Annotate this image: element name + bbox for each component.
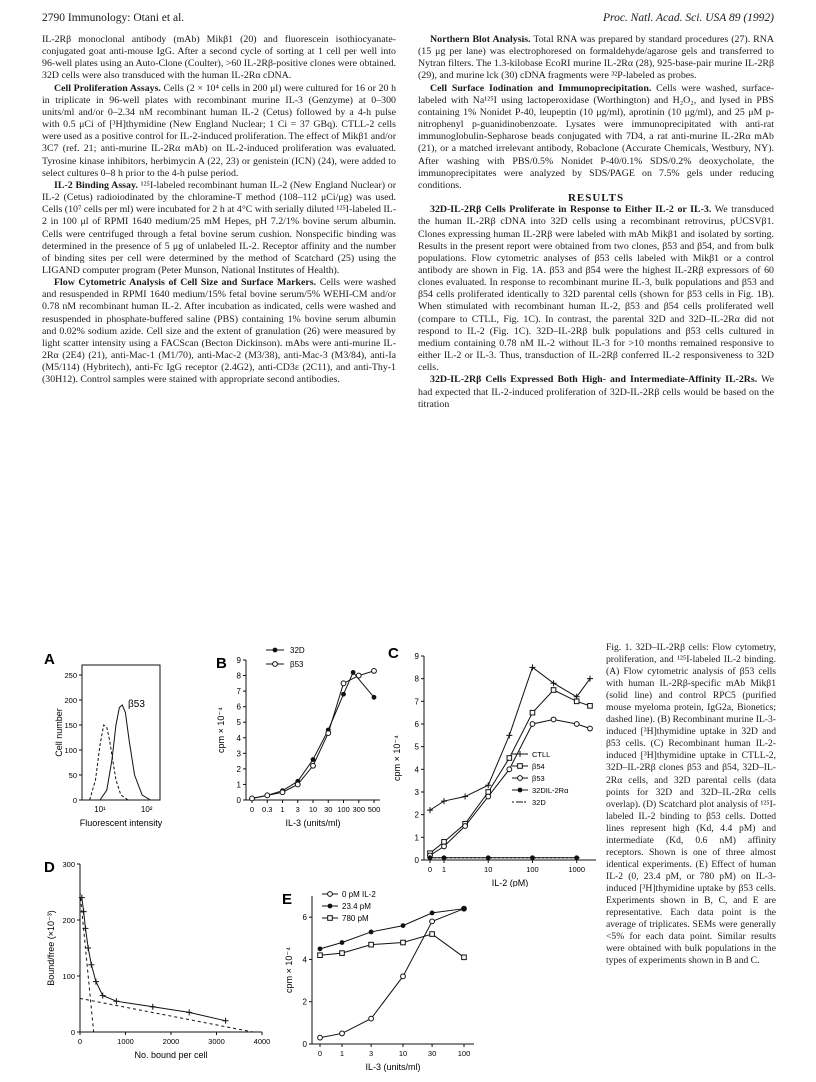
data-point [273, 662, 278, 667]
data-point [588, 726, 593, 731]
panel-label: B [216, 655, 227, 672]
y-tick-label: 250 [64, 671, 77, 680]
y-tick-label: 1 [236, 780, 241, 790]
paragraph [42, 83, 396, 180]
paragraph [42, 277, 396, 386]
data-point [328, 916, 333, 921]
data-point [340, 940, 345, 945]
x-tick-label: 10 [484, 865, 493, 874]
y-tick-label: 6 [302, 913, 307, 923]
data-point [341, 692, 346, 697]
data-point [551, 717, 556, 722]
y-tick-label: 3 [236, 749, 241, 759]
data-point [401, 940, 406, 945]
figure-caption: Fig. 1. 32D–IL-2Rβ cells: Flow cytometry, proliferation, and ¹²⁵I-labeled IL-2 binding. (A) Flow cytometric analysis of β53 cells with human IL-2Rβ-specific mAb Mikβ1 (solid line) and control RPC5 (purified mouse myeloma protein, IgG2a, Bionetics; dashed line). (B) Recombinant murine IL-3-induced [³H]thymidine uptake in 32D and β53 cells. (C) Recombinant human IL-2-induced [³H]thymidine uptake in CTLL-2, 32D–IL-2Rβ clones β53 and β54, 32D–IL-2Rα cells, and 32D parental cells (data points for 32D and 32D–IL-2Rα cells overlap). (D) Scatchard plot analysis of ¹²⁵I-labeled IL-2 binding to β53 cells. Dotted lines represent high (Kd, 4.4 pM) and intermediate (Kd, 0.6 nM) affinity receptors. Shown is one of three almost identical experiments. (E) Effect of human IL-2 (0, 23.4 pM, or 780 pM) on IL-3-induced [³H]thymidine uptake by β53 cells. Experiments shown in B, C, and E are representative. Each data point is the average of triplicates. SEMs were generally <5% for each data point. Similar results were obtained with bulk populations in the types of experiments shown in B and C. [606, 642, 776, 967]
x-tick-label: 3000 [208, 1037, 225, 1046]
data-point [530, 722, 535, 727]
legend-label: 32D [290, 646, 305, 655]
data-point [486, 790, 491, 795]
data-point [328, 892, 333, 897]
x-tick-label: 10 [308, 805, 318, 814]
data-point [574, 699, 579, 704]
paragraph-text: We transduced the human IL-2Rβ cDNA into 32D cells using a recombinant retrovirus, pUCSVβ1. Clones expressing human IL-2Rβ were labeled with mAb Mikβ1 and isolated by sorting. Results in the present report were obtained from two clones, β53 and β54, and from bulk populations. Flow cytometric analyses of β53 cells labeled with Mikβ1 or a control antibody are shown in Fig. 1A. β53 and β54 were the highest IL-2Rβ expressors of 60 clones evaluated. In response to recombinant murine IL-3, bulk populations and β53 and β54 cells proliferated identically to 32D parental cells (shown for β53 cells in Fig. 1B). When stimulated with recombinant human IL-2, β53 and β54 cells proliferated well (compare to CTLL, Fig. 1C). In contrast, the parental 32D and 32D–IL-2Rα did not respond to IL-2 (Fig. 1C). 32D–IL-2Rβ bulk populations and β53 cells cultured in medium containing 0.78 nM IL-2 without IL-3 for >10 months remained responsive to either IL-2 or IL-3. Thus, transduction of IL-2Rβ conferred IL-2 responsiveness to 32D cells. [418, 204, 774, 374]
y-tick-label: 5 [236, 718, 241, 728]
y-tick-label: 0 [72, 796, 77, 805]
plot-frame [82, 665, 160, 800]
data-point [265, 793, 270, 798]
x-tick-label: 4000 [253, 1037, 271, 1046]
data-point [441, 798, 447, 804]
data-point [93, 979, 99, 985]
paragraph [418, 204, 774, 374]
y-tick-label: 5 [414, 742, 419, 752]
panel-label: C [388, 645, 399, 662]
y-tick-label: 100 [62, 972, 75, 981]
data-point [442, 844, 447, 849]
legend-label: 780 pM [342, 914, 369, 923]
legend-label: 32D [532, 798, 546, 807]
text-column-right [418, 34, 774, 411]
annotation: β53 [128, 699, 145, 710]
data-point [351, 670, 356, 675]
panel-label: A [44, 651, 55, 668]
data-point [311, 763, 316, 768]
paragraph [418, 374, 774, 410]
y-tick-label: 200 [64, 696, 77, 705]
x-axis-label: IL-2 (pM) [491, 878, 529, 887]
y-tick-label: 300 [62, 860, 75, 869]
y-tick-label: 0 [236, 796, 241, 805]
section-heading: RESULTS [567, 192, 625, 205]
x-tick-label: 30 [324, 805, 333, 814]
figure-panel-c [388, 642, 603, 887]
paragraph [418, 83, 774, 192]
paragraph-text: We had expected that IL-2-induced proliferation of 32D-IL-2Rβ cells would be based on the titration [418, 374, 774, 410]
series-line [252, 671, 374, 799]
header-right: Proc. Natl. Acad. Sci. USA 89 (1992) [603, 12, 774, 24]
y-tick-label: 1 [414, 833, 419, 843]
x-tick-label: 3 [295, 805, 300, 814]
y-tick-label: 4 [414, 765, 419, 775]
x-axis-label: IL-3 (units/ml) [365, 1062, 421, 1072]
y-tick-label: 9 [236, 656, 241, 665]
run-in-heading: Cell Proliferation Assays. [54, 82, 161, 94]
y-tick-label: 8 [414, 674, 419, 684]
x-tick-label: 1 [339, 1049, 345, 1058]
figure-panel-e [282, 882, 482, 1082]
running-header [42, 12, 774, 30]
x-tick-label: 30 [427, 1049, 437, 1058]
y-tick-label: 6 [236, 702, 241, 712]
data-point [113, 998, 119, 1004]
run-in-heading: 32D-IL-2Rβ Cells Proliferate in Response to Either IL-2 or IL-3. [430, 204, 712, 216]
x-tick-label: 100 [526, 865, 539, 874]
x-tick-label: 1000 [117, 1037, 134, 1046]
legend-label: 32DIL-2Rα [532, 786, 569, 795]
figure-panel-a [40, 640, 210, 840]
data-point [100, 993, 106, 999]
x-tick-label: 10¹ [94, 805, 106, 814]
data-point [462, 794, 468, 800]
paragraph-text: Cells (2 × 10⁴ cells in 200 μl) were cultured for 16 or 20 h in triplicate in 96-well plates with recombinant murine IL-3 (Genzyme) at 0–300 units/ml and/or 0–2.34 nM recombinant human IL-2 (Cetus) followed by a 4-h pulse with 0.5 μCi of [³H]thymidine (New England Nuclear; 1 Ci = 37 GBq). CTLL-2 cells were used as a positive control for IL-2-induced proliferation. The effect of Mikβ1 and/or 3C7 (ref. 21; anti-murine IL-2Rα mAb) on IL-2-induced proliferation was evaluated. Tyrosine kinase inhibitors, herbimycin A (22, 23) or genistein (ICN) (24), were added to select cultures 0–8 h prior to the 4-h pulse period. [42, 82, 397, 179]
x-tick-label: 0 [77, 1037, 83, 1046]
paragraph [42, 34, 396, 83]
data-point [369, 942, 374, 947]
y-tick-label: 2 [236, 764, 241, 774]
series-line [82, 898, 226, 1021]
run-in-heading: IL-2 Binding Assay. [54, 179, 138, 191]
data-point [430, 919, 435, 924]
x-tick-label: 500 [367, 805, 381, 814]
y-tick-label: 2 [302, 997, 307, 1007]
data-point [401, 974, 406, 979]
paragraph-text: ¹²⁵I-labeled recombinant human IL-2 (New England Nuclear) or IL-2 (Cetus) radioiodinated by the chloramine-T method (108–112 μCi/μg) was used. Cells (10⁷ cells per ml) were incubated for 2 h at 4°C with serially diluted ¹²⁵I-labeled IL-2 in 100 μl of RPMI 1640 medium/25 mM Hepes, pH 7.2/1% bovine serum albumin. Cells were centrifuged through a fetal bovine serum cushion. Nonspecific binding was determined in the presence of 5 μg of unlabeled IL-2. Receptor affinity and the number of binding sites per cell were determined by the method of Scatchard (25) using the LIGAND computer program (Peter Munson, National Institutes of Health). [42, 179, 397, 276]
figure-panel-d [40, 850, 280, 1070]
y-tick-label: 0 [302, 1040, 307, 1049]
text-column-left [42, 34, 396, 387]
y-tick-label: 9 [414, 652, 419, 661]
fit-line [80, 998, 253, 1032]
x-tick-label: 0.3 [262, 805, 273, 814]
y-tick-label: 3 [414, 788, 419, 797]
data-point [340, 1031, 345, 1036]
data-point [401, 923, 406, 928]
y-tick-label: 200 [62, 916, 75, 925]
data-point [507, 756, 512, 761]
data-point [369, 1016, 374, 1021]
data-point [150, 1004, 156, 1010]
y-axis-label: cpm × 10⁻⁴ [392, 735, 402, 781]
data-point [85, 945, 91, 951]
paragraph [42, 180, 396, 277]
run-in-heading: Cell Surface Iodination and Immunoprecipitation. [430, 82, 652, 94]
x-tick-label: 1000 [568, 865, 586, 874]
x-tick-label: 2000 [162, 1037, 180, 1046]
data-point [518, 764, 523, 769]
data-point [369, 930, 374, 935]
data-point [430, 932, 435, 937]
data-point [280, 790, 285, 795]
series-line [90, 725, 128, 800]
panel-label: D [44, 859, 55, 876]
data-point [372, 668, 377, 673]
data-point [430, 911, 435, 916]
data-point [326, 731, 331, 736]
series-line [100, 705, 150, 800]
data-point [341, 681, 346, 686]
header-left: 2790 Immunology: Otani et al. [42, 12, 185, 24]
series-line [252, 672, 374, 798]
paragraph-text: Cells were washed and resuspended in RPMI 1640 medium/15% fetal bovine serum/5% WEHI-CM and/or 0.78 nM recombinant human IL-2. After incubation as indicated, cells were washed and resuspended in phosphate-buffered saline (PBS) containing 1% bovine serum albumin and 0.02% sodium azide. Cell size and the extent of granulation (26) were measured by light scatter intensity using a FACScan (Becton Dickinson). mAbs were anti-murine IL-2Rα (2E4) (21), anti-Mac-1 (M1/70), anti-Mac-2 (M3/38), anti-Mac-3 (M3/84), anti-Ia (M5/114) (Hybritech), anti-Fc IgG receptor (2.4G2), anti-CD3ε (2C11), and anti-Thy-1 (30H12). Control samples were stained with appropriate second antibodies. [42, 277, 396, 386]
y-tick-label: 150 [64, 721, 77, 730]
data-point [186, 1009, 192, 1015]
data-point [518, 776, 523, 781]
data-point [462, 906, 467, 911]
y-tick-label: 0 [70, 1028, 75, 1037]
run-in-heading: Flow Cytometric Analysis of Cell Size and Surface Markers. [54, 277, 317, 289]
y-axis-label: Bound/free (×10⁻³) [46, 910, 56, 986]
y-tick-label: 100 [64, 746, 77, 755]
paragraph [418, 34, 774, 83]
x-tick-label: 0 [427, 865, 433, 874]
legend-label: CTLL [532, 750, 551, 759]
y-tick-label: 2 [414, 810, 419, 820]
y-axis-label: cpm × 10⁻⁴ [284, 947, 294, 993]
data-point [340, 951, 345, 956]
x-tick-label: 1 [280, 805, 285, 814]
x-tick-label: 10 [398, 1049, 408, 1058]
run-in-heading: Northern Blot Analysis. [430, 34, 531, 45]
x-tick-label: 100 [457, 1049, 471, 1058]
data-point [250, 796, 255, 801]
data-point [551, 688, 556, 693]
paragraph-text: Cells were washed, surface-labeled with Na¹²⁵I using lactoperoxidase (Worthington) and H₂O₂, and lysed in PBS containing 1% Nonidet P-40, leupeptin (10 μg/ml), aprotinin (10 μg/ml), and 25 μM p-nitrophenyl p-guanidinobenzoate. Lysates were immunoprecipitated with anti-rat immunoglobulin-Sepharose beads conjugated with 7D4, a rat anti-murine IL-2Rα mAb (21), or a matched irrelevant antibody, Robaclone (Accurate Chemicals, Westbury, NY). After washing with PBS/0.5% Nonidet P-40/0.1% SDS/0.2% deoxycholate, the immunoprecipitates were analyzed by SDS/PAGE on 7.5% gels under reducing conditions. [418, 82, 774, 191]
data-point [88, 962, 94, 968]
x-tick-label: 1 [441, 865, 447, 874]
data-point [427, 807, 433, 813]
x-tick-label: 300 [352, 805, 366, 814]
x-axis-label: Fluorescent intensity [79, 818, 163, 828]
y-tick-label: 4 [302, 955, 307, 965]
legend-label: 0 pM IL-2 [342, 890, 376, 899]
x-tick-label: 10² [140, 805, 153, 814]
data-point [518, 788, 523, 793]
run-in-heading: 32D-IL-2Rβ Cells Expressed Both High- and Intermediate-Affinity IL-2Rs. [430, 374, 758, 386]
paragraph-text: IL-2Rβ monoclonal antibody (mAb) Mikβ1 (20) and fluorescein isothiocyanate-conjugated goat anti-mouse IgG. After a second cycle of sorting at 1 cell per well into 96-well plates using an Auto-Clone (Coulter), >60 IL-2Rβ-positive clones were obtained. 32D cells were also transduced with the human IL-2Rα cDNA. [42, 34, 396, 82]
x-axis-label: No. bound per cell [134, 1050, 208, 1060]
x-axis-label: IL-3 (units/ml) [285, 818, 341, 828]
data-point [486, 794, 491, 799]
y-axis-label: cpm × 10⁻⁴ [216, 707, 226, 753]
data-point [328, 904, 333, 909]
data-point [295, 782, 300, 787]
legend-label: β53 [532, 774, 545, 783]
y-tick-label: 0 [414, 856, 419, 865]
data-point [530, 710, 535, 715]
data-point [318, 946, 323, 951]
x-tick-label: 100 [337, 805, 350, 814]
y-tick-label: 50 [68, 771, 77, 780]
data-point [506, 732, 512, 738]
data-point [574, 722, 579, 727]
paragraph-text: Total RNA was prepared by standard procedures (27). RNA (15 μg per lane) was electrophoresed on formaldehyde/agarose gels and transferred to Nytran filters. The 1.3-kilobase EcoRI murine IL-2Rα (28), 925-base-pair murine IL-2Rβ (29), and murine lck (30) cDNA fragments were ³²P-labeled as probes. [418, 34, 774, 82]
data-point [318, 953, 323, 958]
data-point [442, 840, 447, 845]
data-point [507, 767, 512, 772]
data-point [273, 648, 278, 653]
legend-label: 23.4 pM [342, 902, 371, 911]
panel-label: E [282, 891, 293, 908]
legend-label: β54 [532, 762, 545, 771]
data-point [356, 673, 361, 678]
x-tick-label: 0 [249, 805, 255, 814]
y-tick-label: 7 [236, 687, 241, 697]
data-point [372, 695, 377, 700]
figure-panel-b [212, 642, 387, 832]
data-point [463, 824, 468, 829]
y-tick-label: 4 [236, 733, 241, 743]
data-point [318, 1035, 323, 1040]
x-tick-label: 3 [369, 1049, 374, 1058]
y-tick-label: 6 [414, 720, 419, 729]
y-tick-label: 8 [236, 671, 241, 681]
data-point [485, 782, 491, 788]
data-point [223, 1018, 229, 1024]
legend-label: β53 [290, 660, 304, 669]
y-tick-label: 7 [414, 697, 419, 707]
data-point [588, 704, 593, 709]
y-axis-label: Cell number [54, 708, 64, 757]
data-point [462, 955, 467, 960]
x-tick-label: 0 [317, 1049, 323, 1058]
